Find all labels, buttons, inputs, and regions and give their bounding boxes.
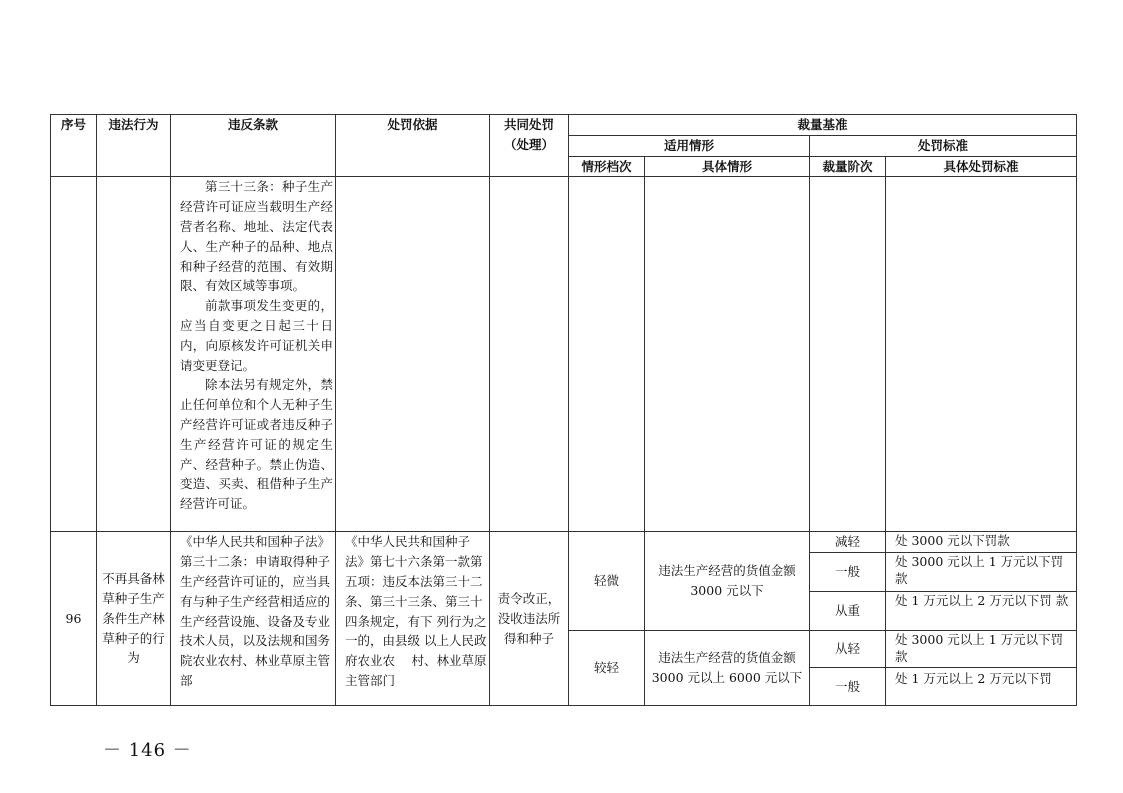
header-discretion: 裁量基准 [569, 115, 1077, 136]
page-number: － 146 － [103, 740, 192, 761]
cont-level-cell [569, 177, 645, 532]
continuation-row [51, 177, 1077, 532]
header-specific-std: 具体处罚标准 [886, 156, 1077, 177]
stage-cell: 一般 [810, 668, 886, 706]
row-96-a [51, 532, 1077, 553]
std-cell: 处 3000 元以上 1 万元以下罚 款 [886, 553, 1077, 592]
cont-seq-cell [51, 177, 97, 532]
std-cell: 处 3000 元以上 1 万元以下罚 款 [886, 631, 1077, 668]
row-seq: 96 [51, 532, 97, 706]
case-desc: 违法生产经营的货值金额 3000 元以上 6000 元以下 [645, 631, 810, 706]
discretion-table [50, 114, 1077, 706]
header-behavior: 违法行为 [97, 115, 171, 177]
article-paragraph: 前款事项发生变更的，应当自变更之日起三十日内，向原核发许可证机关申请变更登记。 [180, 298, 333, 373]
std-cell: 处 1 万元以上 2 万元以下罚 [886, 668, 1077, 706]
cont-stage-cell [810, 177, 886, 532]
std-cell: 处 3000 元以下罚款 [886, 532, 1077, 553]
stage-cell: 从轻 [810, 631, 886, 668]
cont-joint-cell [490, 177, 569, 532]
row-article: 《中华人民共和国种子法》第三十二条：申请取得种子生产经营许可证的，应当具有与种子生产经营相适应的生产经营设施、设备及专业技术人员，以及法规和国务院农业农村、林业草原主管部 [171, 532, 336, 706]
row-basis: 《中华人民共和国种子法》第七十六条第一款第五项：违反本法第三十二条、第三十三条、第三十四条规定，有下 列行为之一的，由县级 以上人民政府农业农 村、林业草原主管部门 [336, 532, 490, 706]
header-specific: 具体情形 [645, 156, 810, 177]
std-cell: 处 1 万元以上 2 万元以下罚 款 [886, 592, 1077, 631]
case-level: 较轻 [569, 631, 645, 706]
header-stage: 裁量阶次 [810, 156, 886, 177]
header-penalty-std: 处罚标准 [810, 135, 1077, 156]
stage-cell: 一般 [810, 553, 886, 592]
cont-behavior-cell [97, 177, 171, 532]
article-paragraph: 第三十三条：种子生产经营许可证应当载明生产经营者名称、地址、法定代表人、生产种子的品种、地点和种子经营的范围、有效期限、有效区域等事项。 [180, 179, 333, 294]
cont-specific-cell [645, 177, 810, 532]
header-joint [490, 115, 569, 177]
stage-cell: 从重 [810, 592, 886, 631]
row-behavior: 不再具备林草种子生产条件生产林草种子的行为 [97, 532, 171, 706]
header-level: 情形档次 [569, 156, 645, 177]
article-paragraph: 除本法另有规定外，禁止任何单位和个人无种子生产经营许可证或者违反种子生产经营许可证的规定生产、经营种子。禁止伪造、变造、买卖、租借种子生产经营许可证。 [180, 377, 333, 512]
cont-std-cell [886, 177, 1077, 532]
header-joint-line2: （处理） [503, 136, 554, 152]
header-seq: 序号 [51, 115, 97, 177]
case-level: 轻微 [569, 532, 645, 631]
header-applicable: 适用情形 [569, 135, 810, 156]
cont-basis-cell [336, 177, 490, 532]
header-article: 违反条款 [171, 115, 336, 177]
header-basis: 处罚依据 [336, 115, 490, 177]
stage-cell: 减轻 [810, 532, 886, 553]
case-desc: 违法生产经营的货值金额 3000 元以下 [645, 532, 810, 631]
cont-article-cell [171, 177, 336, 532]
row-joint: 责令改正，没收违法所得和种子 [490, 532, 569, 706]
header-joint-line1: 共同处罚 [503, 117, 554, 132]
